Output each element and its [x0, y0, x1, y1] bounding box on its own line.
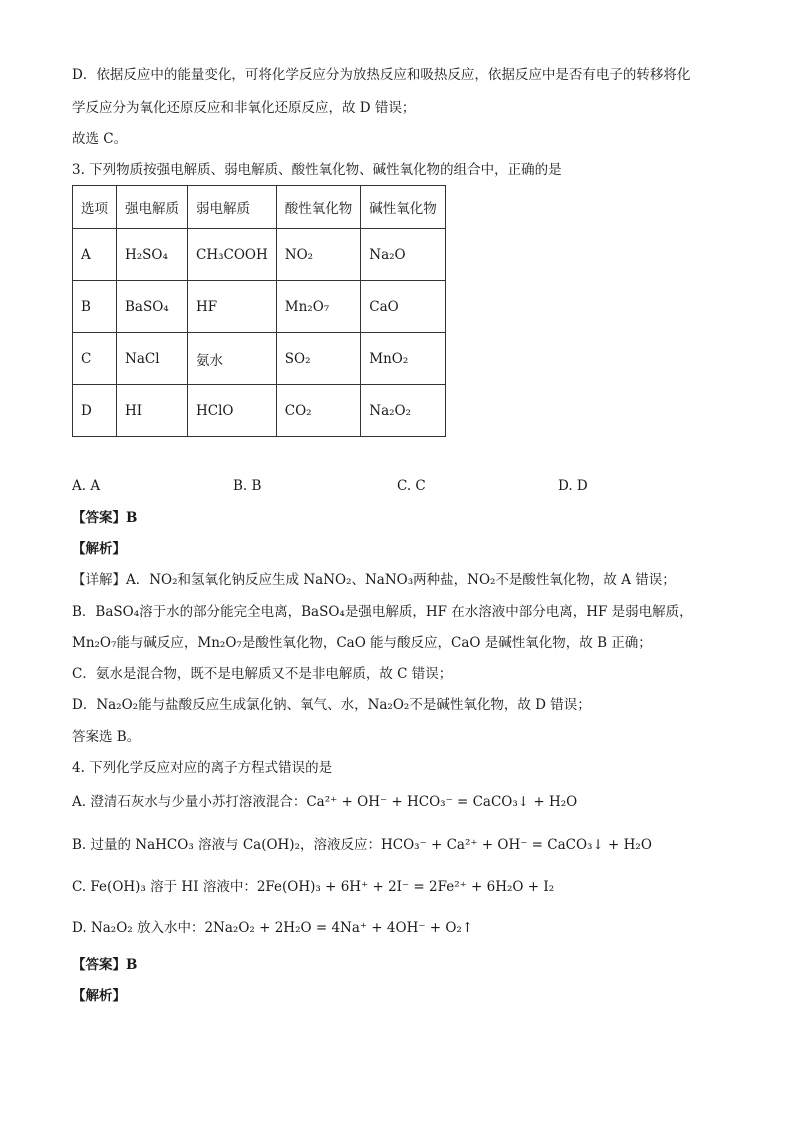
- text-line: 故选 C。: [72, 131, 128, 147]
- table-cell: SO₂: [276, 333, 361, 385]
- text-line: D．依据反应中的能量变化，可将化学反应分为放热反应和吸热反应，依据反应中是否有电子的转移将化: [72, 67, 691, 83]
- table-cell: CO₂: [276, 385, 361, 437]
- question-4-stem: 4. 下列化学反应对应的离子方程式错误的是: [72, 760, 333, 776]
- table-row: [73, 281, 446, 333]
- detail-line: B．BaSO₄溶于水的部分能完全电离，BaSO₄是强电解质，HF 在水溶液中部分电离，HF 是弱电解质，: [72, 604, 693, 620]
- detail-line: 答案选 B。: [72, 729, 141, 745]
- table-cell: Na₂O: [361, 229, 446, 281]
- table-cell: HI: [117, 385, 188, 437]
- text-line: 学反应分为氧化还原反应和非氧化还原反应，故 D 错误；: [72, 100, 416, 116]
- table-cell: MnO₂: [361, 333, 446, 385]
- table-cell: HF: [188, 281, 277, 333]
- choice-b: B. B: [233, 478, 262, 494]
- q4-option-d: D. Na₂O₂ 放入水中：2Na₂O₂ + 2H₂O = 4Na⁺ + 4OH⁻ + O₂↑: [72, 920, 474, 936]
- table-cell: B: [73, 281, 117, 333]
- table-cell: NO₂: [276, 229, 361, 281]
- choice-a: A. A: [72, 478, 101, 494]
- table-cell: Na₂O₂: [361, 385, 446, 437]
- table-cell: CaO: [361, 281, 446, 333]
- detail-line: D．Na₂O₂能与盐酸反应生成氯化钠、氧气、水，Na₂O₂不是碱性氧化物，故 D 错误；: [72, 697, 591, 713]
- table-header-cell: 弱电解质: [188, 186, 277, 229]
- table-cell: Mn₂O₇: [276, 281, 361, 333]
- table-cell: BaSO₄: [117, 281, 188, 333]
- table-header-cell: 强电解质: [117, 186, 188, 229]
- q4-option-b: B. 过量的 NaHCO₃ 溶液与 Ca(OH)₂，溶液反应：HCO₃⁻ + Ca²⁺ + OH⁻ = CaCO₃↓ + H₂O: [72, 837, 652, 853]
- answer-label: 【答案】B: [72, 510, 138, 526]
- analysis-label: 【解析】: [72, 988, 126, 1004]
- detail-line: C．氨水是混合物，既不是电解质又不是非电解质，故 C 错误；: [72, 666, 453, 682]
- analysis-label: 【解析】: [72, 541, 126, 557]
- table-cell: HClO: [188, 385, 277, 437]
- choice-d: D. D: [558, 478, 588, 494]
- table-cell: C: [73, 333, 117, 385]
- table-row: [73, 229, 446, 281]
- question-3-stem: 3. 下列物质按强电解质、弱电解质、酸性氧化物、碱性氧化物的组合中，正确的是: [72, 162, 562, 178]
- table-cell: H₂SO₄: [117, 229, 188, 281]
- table-cell: NaCl: [117, 333, 188, 385]
- table-header-row: [73, 186, 446, 229]
- options-table: [72, 185, 446, 437]
- table-cell: D: [73, 385, 117, 437]
- table-cell: CH₃COOH: [188, 229, 277, 281]
- table-row: [73, 333, 446, 385]
- answer-label: 【答案】B: [72, 957, 138, 973]
- table-header-cell: 选项: [73, 186, 117, 229]
- q4-option-a: A. 澄清石灰水与少量小苏打溶液混合：Ca²⁺ + OH⁻ + HCO₃⁻ = CaCO₃↓ + H₂O: [72, 794, 578, 810]
- table-row: [73, 385, 446, 437]
- choice-c: C. C: [397, 478, 426, 494]
- q4-option-c: C. Fe(OH)₃ 溶于 HI 溶液中：2Fe(OH)₃ + 6H⁺ + 2I⁻ = 2Fe²⁺ + 6H₂O + I₂: [72, 879, 555, 895]
- table-cell: 氨水: [188, 333, 277, 385]
- table-header-cell: 碱性氧化物: [361, 186, 446, 229]
- detail-line: 【详解】A．NO₂和氢氧化钠反应生成 NaNO₂、NaNO₃两种盐，NO₂不是酸性氧化物，故 A 错误；: [72, 572, 676, 588]
- table-cell: A: [73, 229, 117, 281]
- table-header-cell: 酸性氧化物: [276, 186, 361, 229]
- detail-line: Mn₂O₇能与碱反应，Mn₂O₇是酸性氧化物，CaO 能与酸反应，CaO 是碱性氧化物，故 B 正确；: [72, 635, 652, 651]
